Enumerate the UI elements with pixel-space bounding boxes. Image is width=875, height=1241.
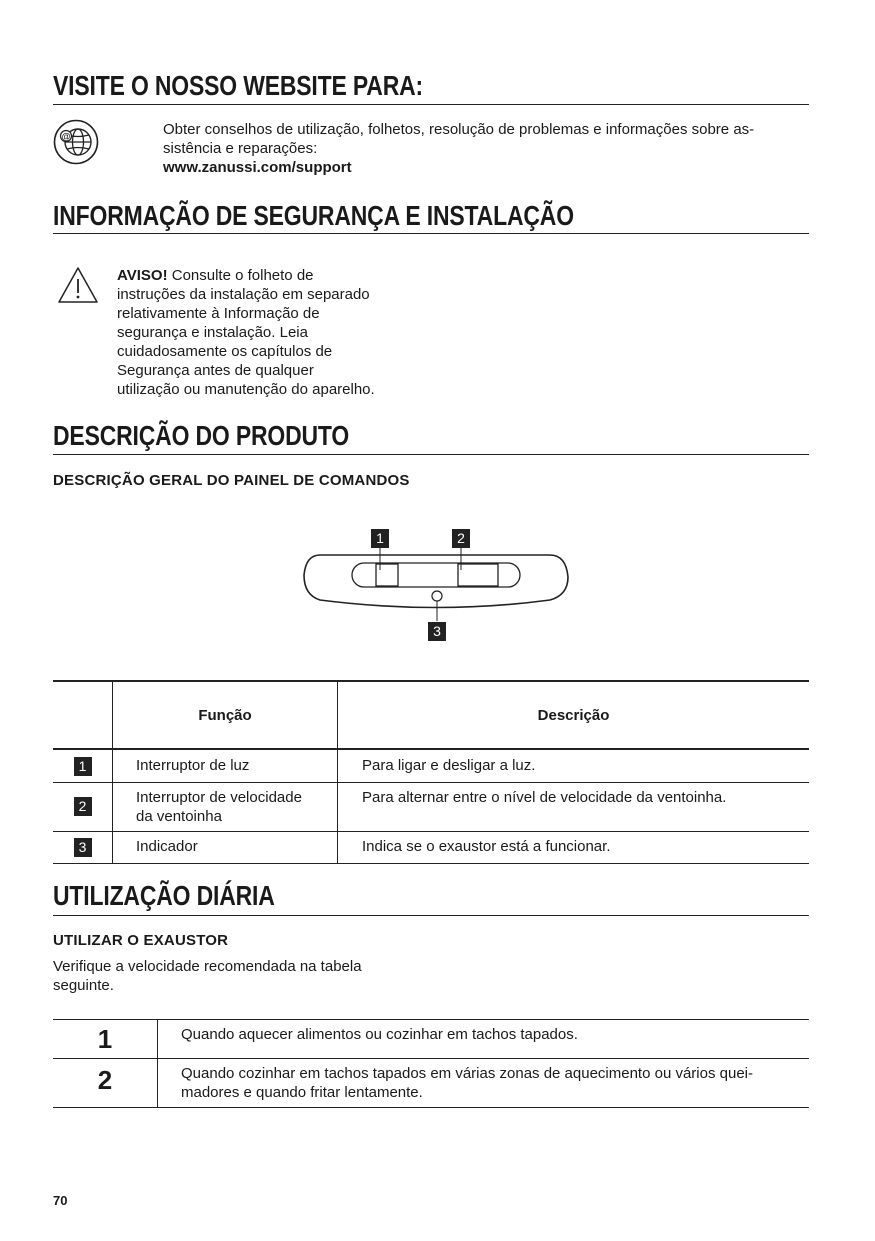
speed-table (53, 1019, 809, 1108)
control-panel-subheading: DESCRIÇÃO GERAL DO PAINEL DE COMANDOS (53, 472, 410, 489)
speed-number: 2 (53, 1059, 158, 1108)
speed-text: Quando cozinhar em tachos tapados em várias zonas de aquecimento ou vários quei- madores e quando fritar lentamente. (181, 1065, 753, 1101)
table-cell-function: Interruptor de velocidade da ventoinha (113, 782, 338, 831)
warning-triangle-icon (57, 266, 99, 304)
table-header-description: Descrição (537, 706, 610, 724)
row-badge: 3 (74, 838, 92, 857)
product-heading: DESCRIÇÃO DO PRODUTO (53, 420, 350, 451)
table-cell-function: Interruptor de luz (113, 749, 338, 782)
diagram-label-2: 2 (452, 529, 470, 548)
support-link[interactable]: www.zanussi.com/support (163, 159, 352, 176)
speed-text: Quando aquecer alimentos ou cozinhar em tachos tapados. (181, 1026, 578, 1043)
table-row (53, 1020, 809, 1059)
daily-heading: UTILIZAÇÃO DIÁRIA (53, 880, 275, 911)
row-badge: 2 (74, 797, 92, 816)
table-row (53, 782, 809, 831)
heading-rule (53, 233, 809, 234)
safety-heading: INFORMAÇÃO DE SEGURANÇA E INSTALAÇÃO (53, 200, 574, 231)
heading-rule (53, 104, 809, 105)
table-cell-num (53, 831, 113, 863)
table-row (53, 749, 809, 782)
warning-label: AVISO! (117, 267, 168, 284)
table-header-num (53, 681, 113, 749)
table-row (53, 831, 809, 863)
table-cell-description: Indica se o exaustor está a funcionar. (362, 837, 611, 855)
speed-number: 1 (53, 1020, 158, 1059)
table-cell-function: Indicador (113, 831, 338, 863)
heading-rule (53, 915, 809, 916)
row-badge: 1 (74, 757, 92, 776)
diagram-label-3: 3 (428, 622, 446, 641)
warning-text: Consulte o folheto de instruções da instalação em separado relativamente à Informação de segurança e instalação. Leia cuidadosamente os capítulos de Segurança antes de qualquer utilização ou manutenção do aparelho. (117, 267, 375, 398)
warning-paragraph (117, 266, 417, 399)
table-cell-description: Para ligar e desligar a luz. (362, 757, 536, 774)
table-header-row (53, 681, 809, 749)
page-number: 70 (53, 1193, 68, 1208)
website-text: Obter conselhos de utilização, folhetos, resolução de problemas e informações sobre as- sistência e reparações: (163, 121, 755, 157)
use-hood-subheading: UTILIZAR O EXAUSTOR (53, 932, 229, 949)
heading-rule (53, 454, 809, 455)
control-table (53, 680, 809, 864)
table-cell-description: Para alternar entre o nível de velocidade da ventoinha. (362, 788, 727, 806)
table-cell-num (53, 782, 113, 831)
table-row (53, 1059, 809, 1108)
diagram-label-1: 1 (371, 529, 389, 548)
website-heading: VISITE O NOSSO WEBSITE PARA: (53, 70, 424, 101)
daily-text: Verifique a velocidade recomendada na tabela seguinte. (53, 958, 362, 994)
table-cell-num (53, 749, 113, 782)
table-header-function: Função (113, 681, 338, 749)
svg-text:@: @ (61, 131, 71, 142)
globe-at-icon (53, 119, 99, 165)
